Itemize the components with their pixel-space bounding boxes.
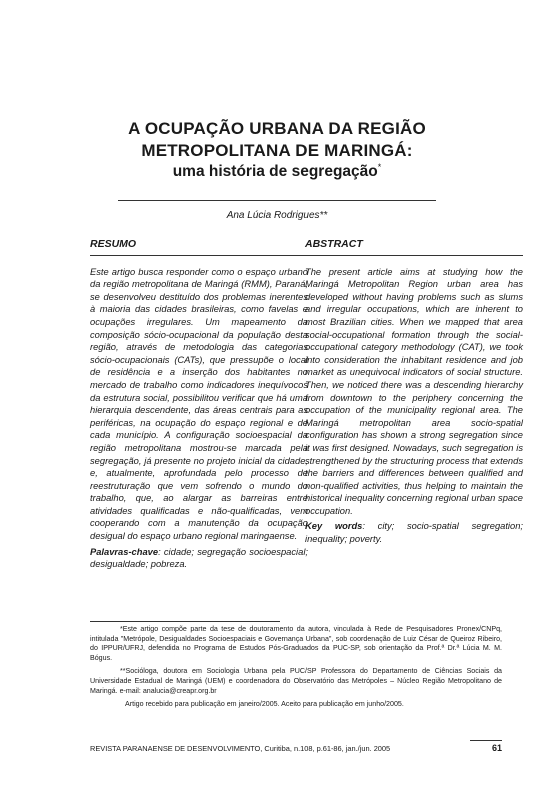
resumo-keywords-text: : cidade; segregação socioespacial; desigualdade; pobreza. — [90, 546, 308, 570]
page-number-rule — [470, 740, 502, 741]
abstract-keywords — [305, 520, 523, 545]
resumo-keywords — [90, 546, 308, 571]
title-line-2: METROPOLITANA DE MARINGÁ: — [141, 141, 413, 160]
journal-citation: REVISTA PARANAENSE DE DESENVOLVIMENTO, Curitiba, n.108, p.61-86, jan./jun. 2005 — [90, 744, 391, 753]
title-line-1: A OCUPAÇÃO URBANA DA REGIÃO — [128, 119, 426, 138]
resumo-heading: RESUMO — [90, 238, 308, 256]
received-note: Artigo recebido para publicação em janeiro/2005. Aceito para publicação em junho/2005. — [125, 700, 404, 709]
subtitle-text: uma história de segregação — [172, 163, 378, 181]
article-subtitle — [0, 162, 554, 181]
resumo-keywords-label: Palavras-chave — [90, 546, 159, 557]
abstract-body: The present article aims at studying how the Maringá Metropolitan Region urban area has developed without having problems such as slums and irregular occupations, which are inherent to most Brazilian cities. When we mapped that area social-occupational formation through the social-occupational category methodology (CAT), we took into consideration the inhabitant residence and job market as unequivocal indicators of social structure. Then, we noticed there was a descending hierarchy from downtown to the periphery concerning the occupation of the municipality regional area. The Maringá metropolitan area socio-spatial configuration has shown a strong segregation since it was first designed. Nowadays, such segregation is strengthened by the structuring process that extends the barriers and differences between qualified and non-qualified activities, thus helping to maintain the historical inequality concerning regional urban space occupation. — [305, 266, 523, 516]
footnote-1: *Este artigo compõe parte da tese de doutoramento da autora, vinculada à Rede de Pesquisadores Pronex/CNPq, intitulada "Metrópole, Desigualdades Socioespaciais e Governança Urbana", sob coordenação de Luiz César de Queiroz Ribeiro, do IPPUR/UFRJ, defendida no Programa de Estudos Pós-Graduados da PUC-SP, sob orientação da Prof.ª Dr.ª Lúcia M. M. Bógus. — [90, 625, 502, 662]
author-name: Ana Lúcia Rodrigues** — [226, 210, 328, 221]
abstract-keywords-text: : city; socio-spatial segregation; inequality; poverty. — [305, 521, 523, 545]
page-number: 61 — [491, 743, 502, 753]
author-divider — [118, 200, 436, 201]
abstract-column — [305, 238, 523, 546]
footnote-divider — [90, 621, 280, 622]
subtitle-footnote-mark: * — [377, 162, 382, 172]
abstract-heading: ABSTRACT — [305, 238, 523, 256]
footnote-2: **Socióloga, doutora em Sociologia Urbana pela PUC/SP Professora do Departamento de Ciências Sociais da Universidade Estadual de Maringá (UEM) e coordenadora do Observatório das Metrópoles – Núcleo Região Metropolitano de Maringá. e-mail: analucia@creapr.org.br — [90, 667, 502, 695]
resumo-body: Este artigo busca responder como o espaço urbano da região metropolitana de Maringá (RMM), Paraná, se desenvolveu destituído dos problemas inerentes à maioria das cidades brasileiras, como favelas e ocupações irregulares. Um mapeamento da composição sócio-ocupacional da população desta região, através de metodologia das categorias sócio-ocupacionais (CATs), que pressupõe o local de residência e a inserção dos habitantes no mercado de trabalho como indicadores inequívocos da estrutura social, possibilitou verificar que há uma hierarquia descendente, das áreas centrais para as periféricas, na ocupação do espaço regional e de cada município. A configuração socioespacial da região metropolitana mostrou-se marcada pela segregação, já presente no projeto inicial da cidade, e, atualmente, aprofundada pelo processo de reestruturação que vem sofrendo o mundo do trabalho, que, ao alargar as barreiras entre atividades qualificadas e não-qualificadas, vem cooperando com a manutenção da ocupação desigual do espaço urbano regional maringaense. — [90, 266, 308, 542]
abstract-keywords-label: Key words — [305, 521, 363, 532]
footnotes — [90, 625, 502, 714]
resumo-column — [90, 238, 308, 571]
article-title — [0, 118, 554, 162]
